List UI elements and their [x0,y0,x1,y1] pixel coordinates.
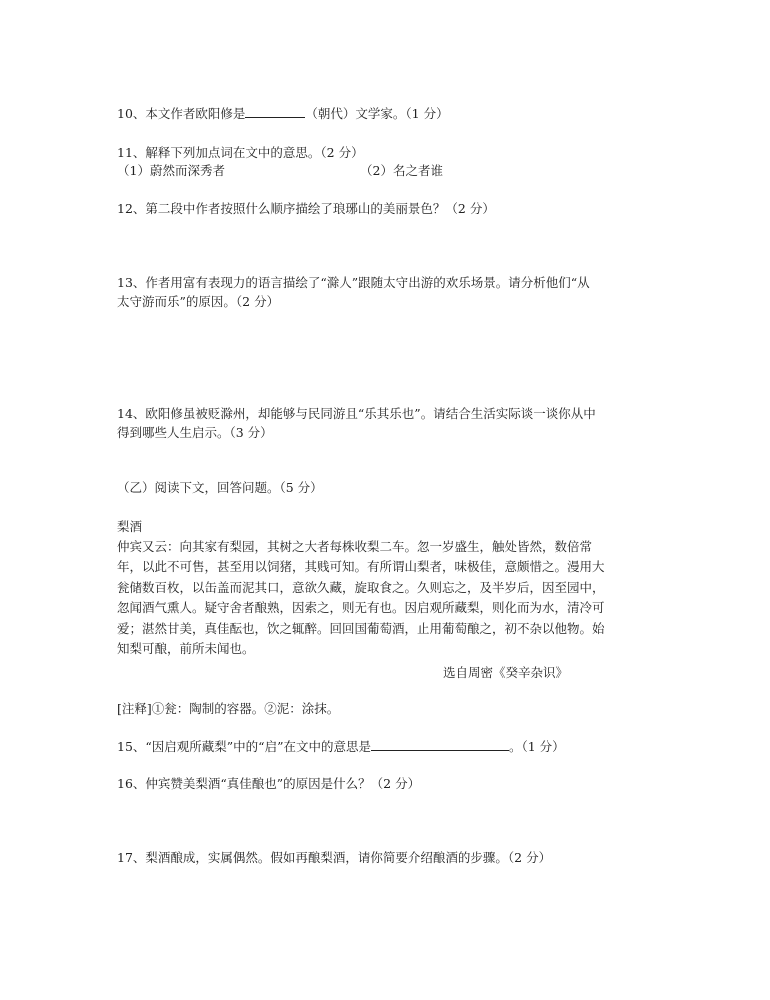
question-11-item-1: （1）蔚然而深秀者 [117,163,225,178]
question-10-text-before: 10、本文作者欧阳修是 [117,106,246,121]
passage-title: 梨酒 [117,519,143,534]
passage-line: 爱；湛然甘美，真佳酝也，饮之辄醉。回回国葡萄酒，止用葡萄酿之，初不杂以他物。始 [117,621,605,636]
annotation-notes: [注释]①瓮：陶制的容器。②泥：涂抹。 [117,701,340,716]
question-15 [117,737,565,757]
question-14-line-2: 得到哪些人生启示。（3 分） [117,425,273,440]
question-10-text-after: （朝代）文学家。（1 分） [305,106,449,121]
question-15-answer-blank[interactable] [371,738,509,751]
question-17: 17、梨酒酿成，实属偶然。假如再酿梨酒，请你简要介绍酿酒的步骤。（2 分） [117,850,552,865]
question-16: 16、仲宾赞美梨酒“真佳酿也”的原因是什么？（2 分） [117,776,421,791]
question-13-line-2: 太守游而乐”的原因。（2 分） [117,294,280,309]
passage-source: 选自周密《癸辛杂识》 [443,665,569,680]
passage-line: 仲宾又云：向其家有梨园，其树之大者每株收梨二车。忽一岁盛生，触处皆然，数倍常 [117,539,593,554]
question-10 [117,104,449,124]
passage-line: 忽闻酒气熏人。疑守舍者酿熟，因索之，则无有也。因启观所藏梨，则化而为水，清冷可 [117,600,605,615]
question-13-line-1: 13、作者用富有表现力的语言描绘了“滁人”跟随太守出游的欢乐场景。请分析他们“从 [117,275,590,290]
question-14-line-1: 14、欧阳修虽被贬滁州，却能够与民同游且“乐其乐也”。请结合生活实际谈一谈你从中 [117,406,596,421]
part-b-heading: （乙）阅读下文，回答问题。（5 分） [117,480,323,495]
passage-line: 瓮储数百枚，以缶盖而泥其口，意欲久藏，旋取食之。久则忘之，及半岁后，因至园中， [117,580,605,595]
question-11-item-2: （2）名之者谁 [360,163,443,178]
passage-line: 年，以此不可售，甚至用以饲猪，其贱可知。有所谓山梨者，味极佳，意颇惜之。漫用大 [117,559,605,574]
question-15-text-after: 。（1 分） [508,739,565,754]
question-15-text-before: 15、“因启观所藏梨”中的“启”在文中的意思是 [117,739,371,754]
question-10-answer-blank[interactable] [245,105,305,118]
question-12: 12、第二段中作者按照什么顺序描绘了琅琊山的美丽景色？（2 分） [117,201,495,216]
question-11: 11、解释下列加点词在文中的意思。（2 分） [117,145,364,160]
passage-line: 知梨可酿，前所未闻也。 [117,641,255,656]
